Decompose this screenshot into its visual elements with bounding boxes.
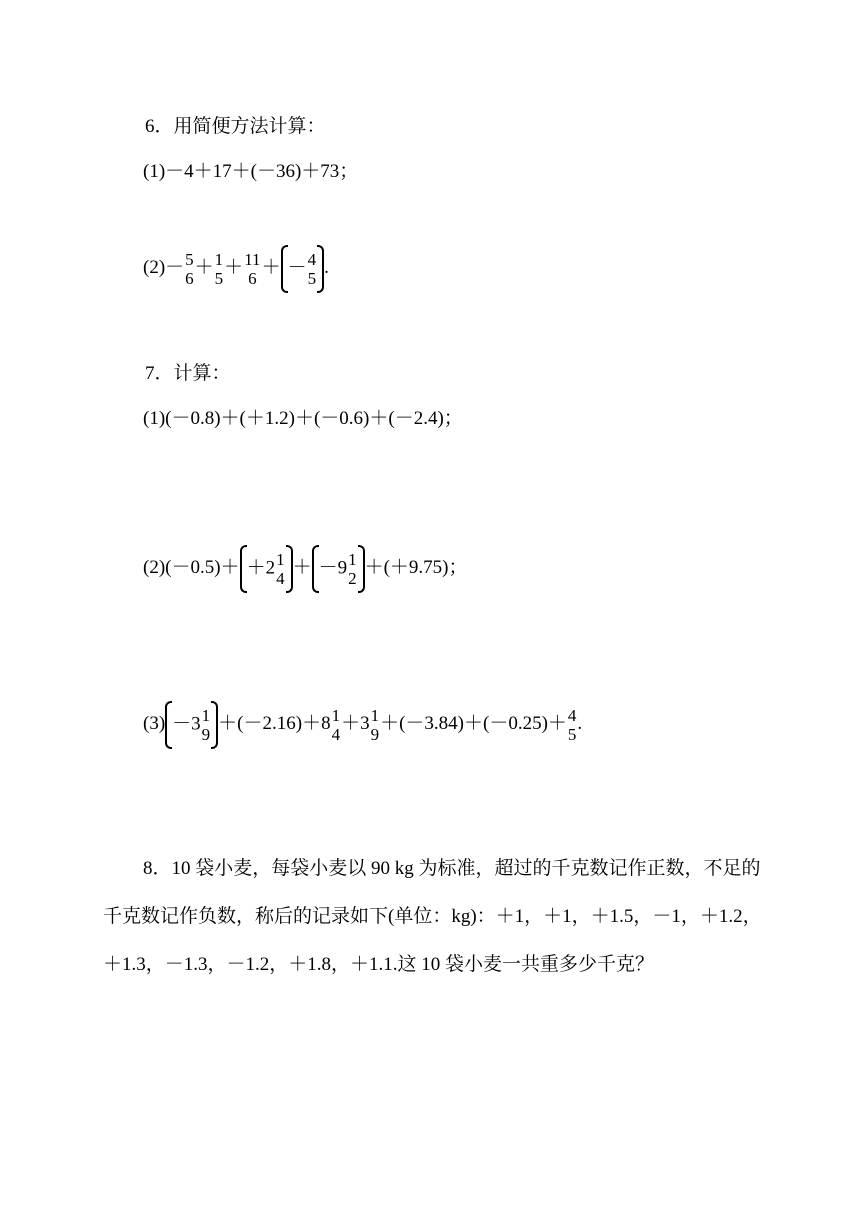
bracket-expression: －3 1 9: [165, 701, 218, 749]
plus-sign: ＋: [194, 257, 214, 278]
part-label: (2)－: [143, 257, 185, 278]
bracket-expression: －9 1 2: [312, 545, 365, 593]
bracket-expression: ＋2 1 4: [240, 545, 293, 593]
fraction: 1 9: [370, 705, 380, 744]
fraction: 1 4: [331, 705, 341, 744]
expression-middle: ＋(－3.84)＋(－0.25)＋: [380, 713, 567, 734]
fraction: 4 5: [307, 250, 317, 289]
question-6-part-2: [143, 240, 329, 296]
period: .: [324, 257, 329, 278]
question-8-text: 8．10 袋小麦，每袋小麦以 90 kg 为标准，超过的千克数记作正数，不足的千克数记作负数，称后的记录如下(单位：kg)：＋1，＋1，＋1.5，－1，＋1.2，＋1.3，－1.3，－1.2，＋1.8，＋1.1.这 10 袋小麦一共重多少千克？: [103, 858, 762, 975]
plus-sign: ＋: [292, 557, 312, 578]
fraction: 1 4: [276, 550, 285, 589]
period: .: [577, 713, 583, 734]
plus-sign: ＋: [224, 257, 244, 278]
part-label: (3): [143, 713, 166, 734]
question-7-part-1: (1)(－0.8)＋(＋1.2)＋(－0.6)＋(－2.4)；: [143, 408, 463, 429]
question-7-part-3: [143, 696, 582, 752]
fraction: 1 5: [214, 249, 224, 288]
fraction: 5 6: [185, 249, 194, 288]
question-7-heading: 7．计算：: [145, 363, 231, 384]
plus-sign: ＋: [261, 257, 281, 278]
question-6-part-1: (1)－4＋17＋(－36)＋73；: [143, 161, 359, 182]
fraction: 4 5: [567, 705, 577, 744]
expression-tail: ＋(＋9.75)；: [364, 557, 468, 578]
bracket-expression: － 4 5: [281, 245, 325, 293]
part-label: (2)(－0.5)＋: [143, 557, 240, 578]
fraction: 11 6: [244, 249, 261, 288]
question-7-part-2: [143, 540, 468, 596]
fraction: 1 2: [348, 550, 357, 589]
fraction: 1 9: [201, 706, 211, 745]
question-6-heading: 6．用简便方法计算：: [145, 116, 326, 137]
question-8: [103, 845, 765, 989]
expression-middle: ＋(－2.16)＋8: [218, 713, 331, 734]
plus-sign: ＋3: [341, 713, 370, 734]
